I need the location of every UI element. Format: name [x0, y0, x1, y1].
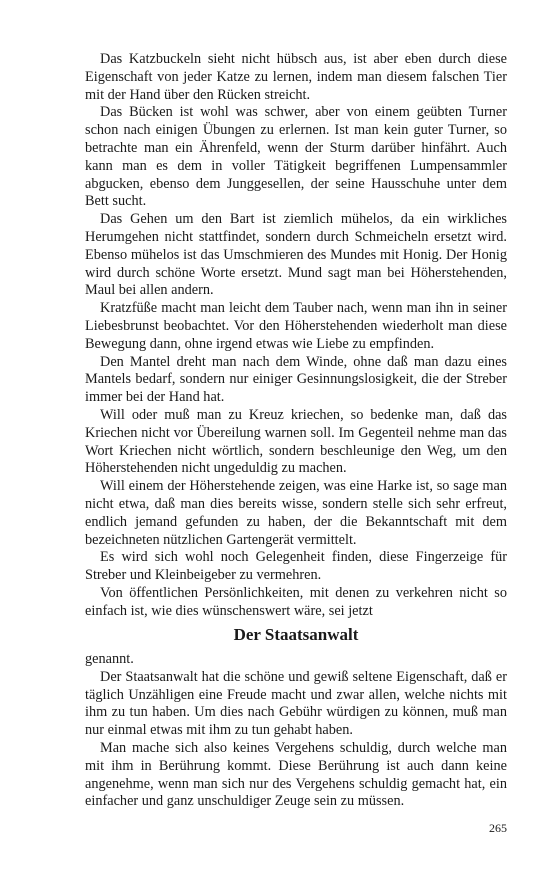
paragraph-katzbuckeln: Das Katzbuckeln sieht nicht hübsch aus, ist aber eben durch diese Eigenschaft von jeder Katze zu lernen, indem man diesem falschen Tier mit der Hand über den Rücken streicht.: [85, 51, 507, 103]
top-text-block: [85, 51, 507, 621]
paragraph-genannt: genannt.: [85, 651, 134, 667]
paragraph-fingerzeige: Es wird sich wohl noch Gelegenheit finden, diese Fingerzeige für Streber und Kleinbeigeber zu vermehren.: [85, 549, 507, 584]
paragraph-harke: Will einem der Höherstehende zeigen, was eine Harke ist, so sage man nicht etwa, daß man dies bereits wisse, sondern stelle sich sehr erfreut, endlich jemand gefunden zu haben, der die Bekanntschaft mit dem bezeichneten nützlichen Gartengerät vermittelt.: [85, 478, 507, 548]
paragraph-kratzfuesse: Kratzfüße macht man leicht dem Tauber nach, wenn man ihn in seiner Liebesbrunst beobachtet. Vor den Höherstehenden wiederholt man diese Bewegung dann, ohne irgend etwas wie Liebe zu empfinden.: [85, 300, 507, 352]
paragraph-persoenlichkeiten: Von öffentlichen Persönlichkeiten, mit denen zu verkehren nicht so einfach ist, wie dies wünschenswert wäre, sei jetzt: [85, 584, 507, 619]
paragraph-staatsanwalt-eigenschaft: Der Staatsanwalt hat die schöne und gewiß seltene Eigenschaft, daß er täglich Unzähligen eine Freude macht und zwar allen, welche nichts mit ihm zu tun haben. Um dies nach Gebühr würdigen zu können, muß man nur einmal etwas mit ihm zu tun gehabt haben.: [85, 668, 507, 739]
paragraph-vergehens: Man mache sich also keines Vergehens schuldig, durch welche man mit ihm in Berührung kommt. Diese Berührung ist auch dann keine angenehme, wenn man sich nur des Vergehens schuldig gemacht hat, ein einfacher und ganz unschuldiger Zeuge sein zu müssen.: [85, 739, 507, 810]
paragraph-kreuz-kriechen: Will oder muß man zu Kreuz kriechen, so bedenke man, daß das Kriechen nicht vor Übereilung warnen soll. Im Gegenteil nehme man das Wort Kriechen nicht wörtlich, sondern beschleunige den Weg, um den Höherstehenden nicht ungeduldig zu machen.: [85, 406, 507, 477]
paragraph-mantel: Den Mantel dreht man nach dem Winde, ohne daß man dazu eines Mantels bedarf, sondern nur einiger Gesinnungslosigkeit, die der Streber immer bei der Hand hat.: [85, 353, 507, 406]
section-heading: Der Staatsanwalt: [233, 625, 359, 644]
bottom-text-block: [85, 651, 507, 811]
paragraph-bart: Das Gehen um den Bart ist ziemlich mühelos, da ein wirkliches Herumgehen nicht stattfindet, sondern durch Schmeicheln ersetzt wird. Ebenso mühelos ist das Umschmieren des Mundes mit Honig. Der Honig wird durch schöne Worte ersetzt. Mund sagt man bei Höherstehenden, Maul bei allen andern.: [85, 211, 507, 299]
paragraph-buecken: Das Bücken ist wohl was schwer, aber von einem geübten Turner schon nach einigen Übungen zu erlernen. Ist man kein guter Turner, so betrachte man ein Ährenfeld, wenn der Sturm darüber hinfährt. Auch kann man es dem in voller Tätigkeit begriffenen Lumpensammler abgucken, ebenso dem Junggesellen, der seine Hausschuhe unter dem Bett sucht.: [85, 104, 507, 210]
page-number: 265: [489, 821, 507, 835]
